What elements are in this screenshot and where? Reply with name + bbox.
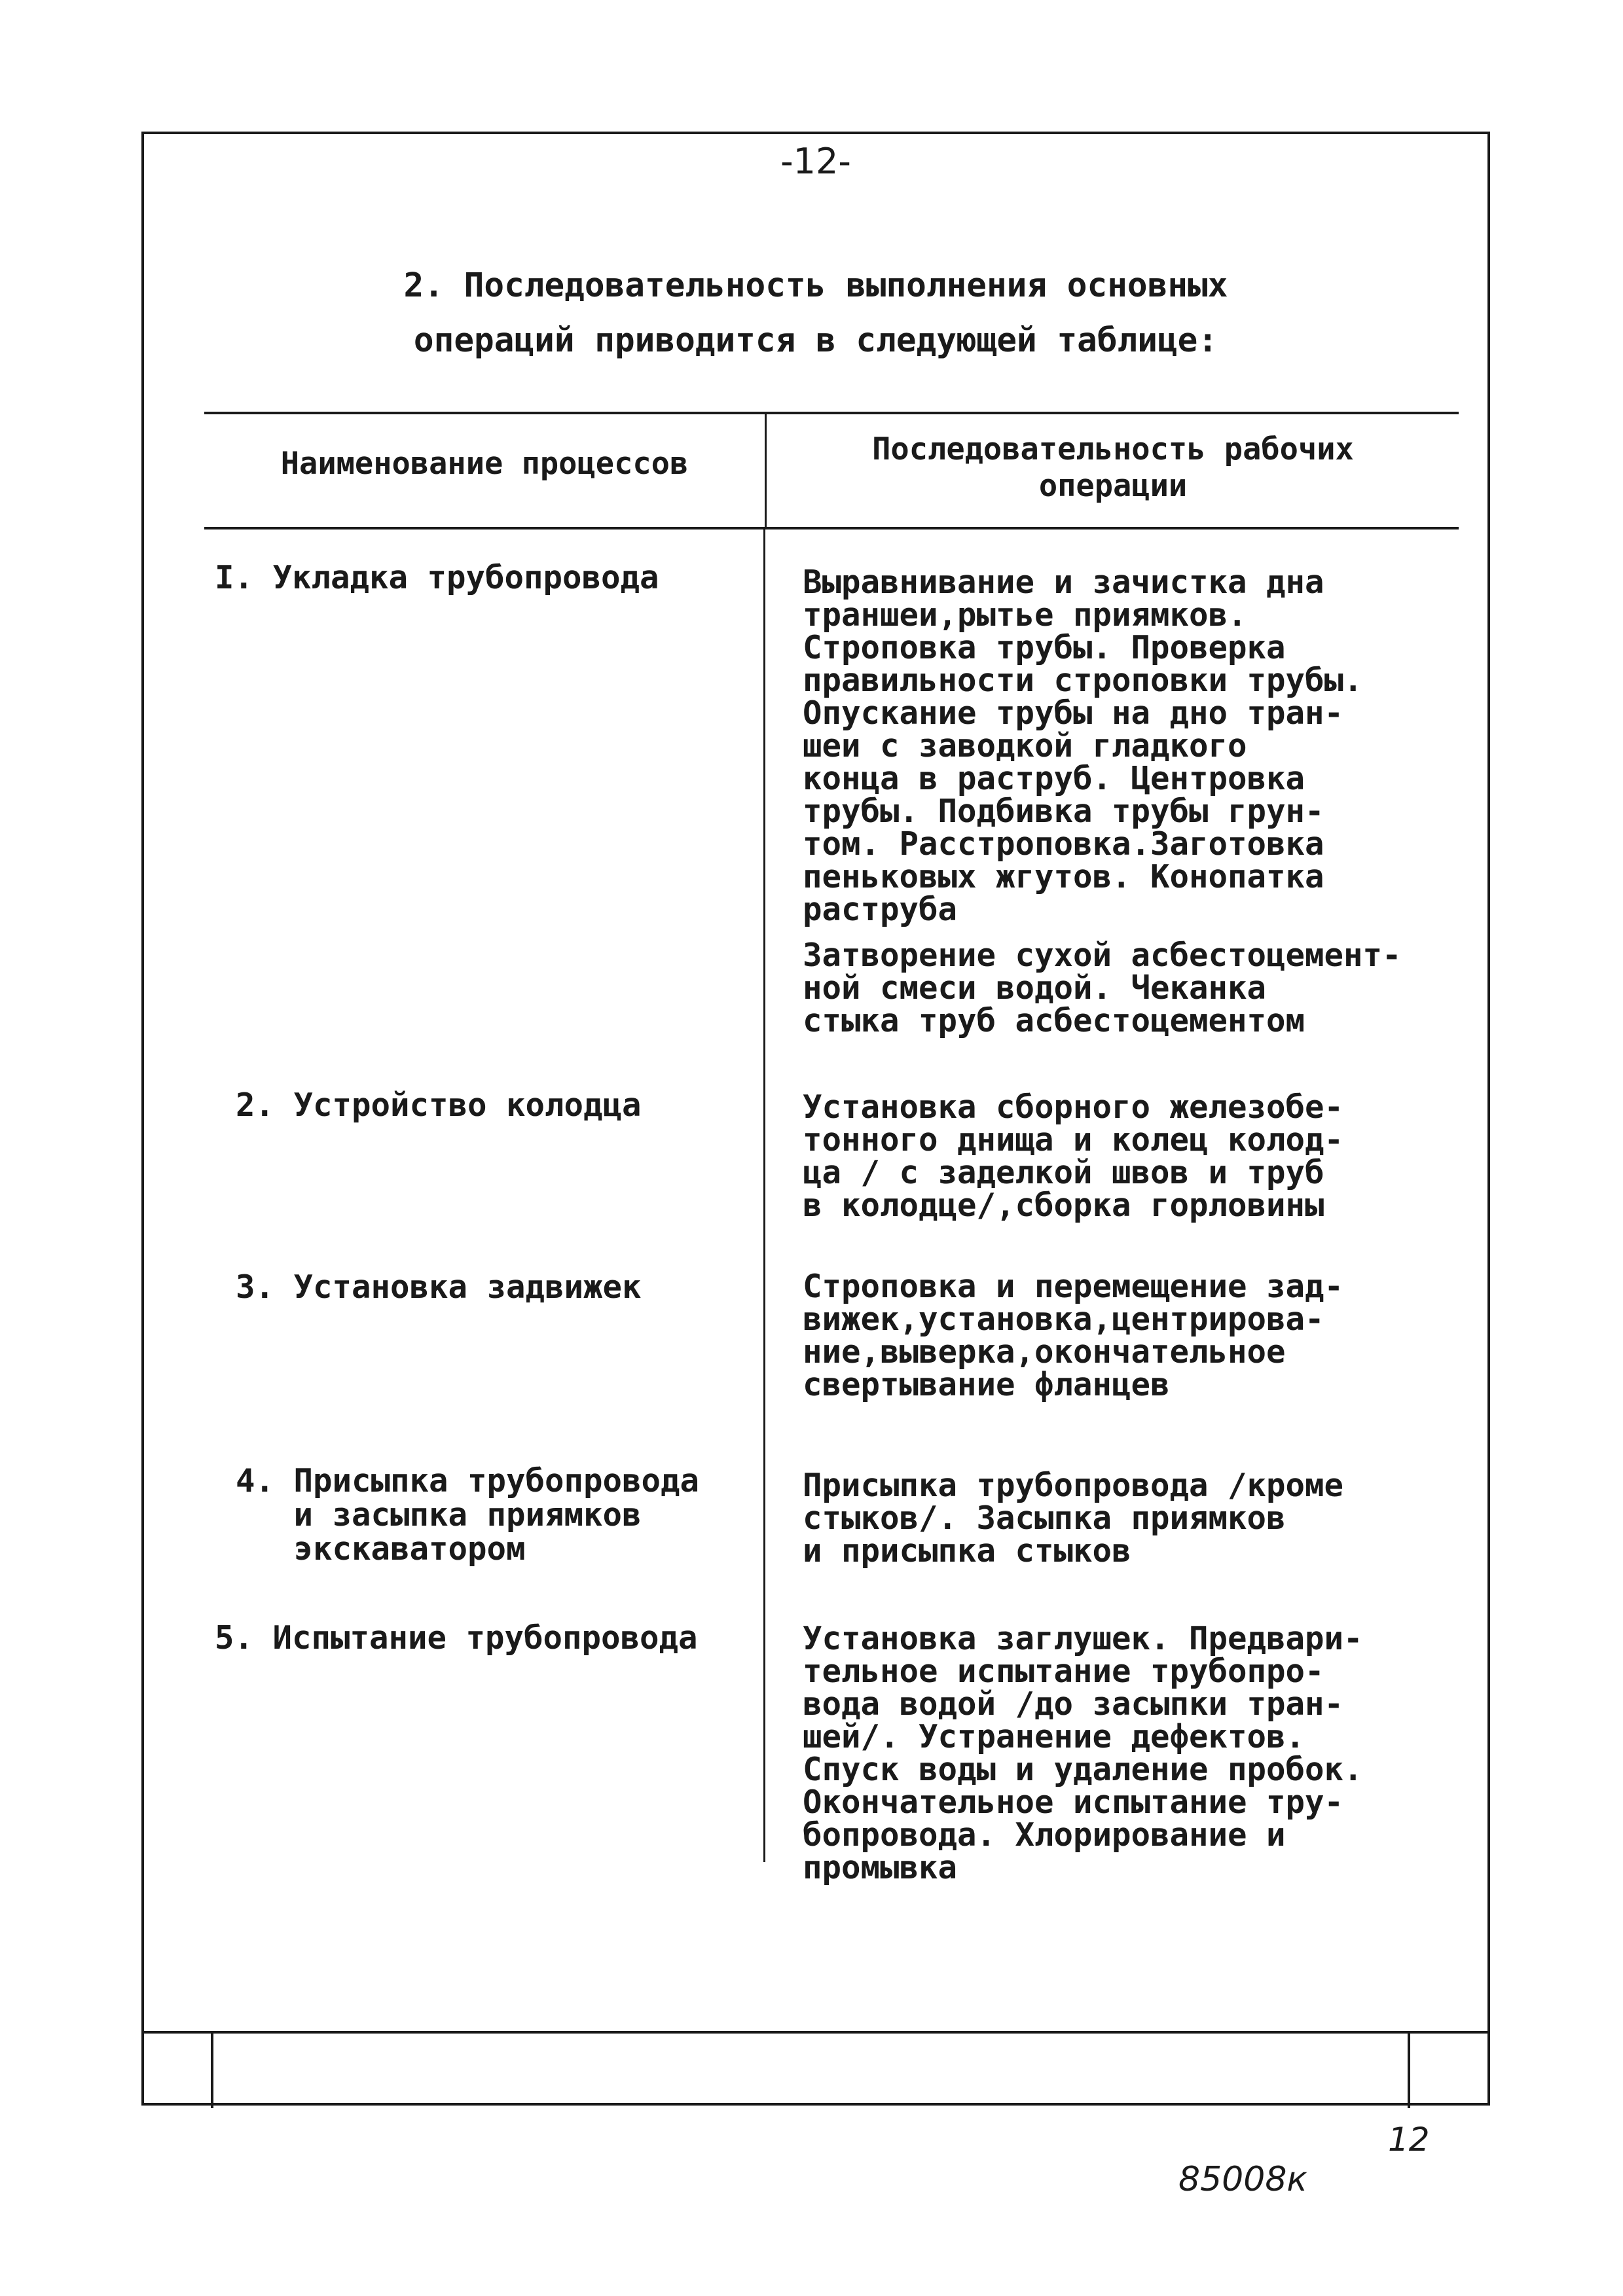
page-frame <box>141 132 1490 2106</box>
process-item: 3. Установка задвижек <box>236 1268 642 1306</box>
operations-cell: Присыпка трубопровода /кроме стыков/. Засыпка приямков и присыпка стыков <box>803 1467 1344 1570</box>
operations-cell: Установка сборного железобе- тонного днища и колец колод- ца / с заделкой швов и труб в колодце/,сборка горловины <box>803 1088 1344 1224</box>
operations-cell: Выравнивание и зачистка дна траншеи,рытье приямков. Строповка трубы. Проверка правильности строповки трубы. Опускание трубы на дно тран- шеи с заводкой гладкого конца в раструб. Центровка трубы. Подбивка трубы грун- том. Расстроповка.Заготовка пеньковых жгутов. Конопатка раструба <box>803 564 1363 928</box>
document-code: 85008к <box>1178 2160 1307 2199</box>
stamp-cell-left <box>211 2034 213 2108</box>
stamp-cell-right <box>1408 2034 1410 2108</box>
section-heading <box>144 259 1487 368</box>
column-header-processes: Наименование процессов <box>280 446 689 482</box>
operations-cell: Затворение сухой асбестоцемент- ной смеси водой. Чеканка стыка труб асбестоцементом <box>803 937 1402 1039</box>
operations-cell: Установка заглушек. Предвари- тельное испытание трубопро- вода водой /до засыпки тран- шей/. Устранение дефектов. Спуск воды и удаление пробок. Окончательное испытание тру- бопровода. Хлорирование и промывка <box>803 1620 1363 1886</box>
process-item: 5. Испытание трубопровода <box>215 1619 698 1657</box>
process-item: 4. Присыпка трубопровода и засыпка приямков экскаватором <box>236 1462 700 1568</box>
column-header-operations: Последовательность рабочих операции <box>872 431 1354 504</box>
heading-line-2: операций приводится в следующей таблице: <box>413 321 1218 360</box>
process-item: 2. Устройство колодца <box>236 1086 642 1124</box>
table-column-divider <box>763 529 765 1862</box>
page-number-bottom: 12 <box>1388 2121 1430 2159</box>
page-number-top: -12- <box>780 141 851 182</box>
table-header-rule <box>204 527 1459 529</box>
table-top-rule <box>204 412 1459 414</box>
stamp-row <box>141 2031 1490 2106</box>
table-header-divider <box>765 412 767 529</box>
heading-line-1: 2. Последовательность выполнения основных <box>403 266 1228 305</box>
operations-cell: Строповка и перемещение зад- вижек,установка,центрирова- ние,выверка,окончательное свертывание фланцев <box>803 1268 1344 1403</box>
process-item: I. Укладка трубопровода <box>215 559 659 596</box>
